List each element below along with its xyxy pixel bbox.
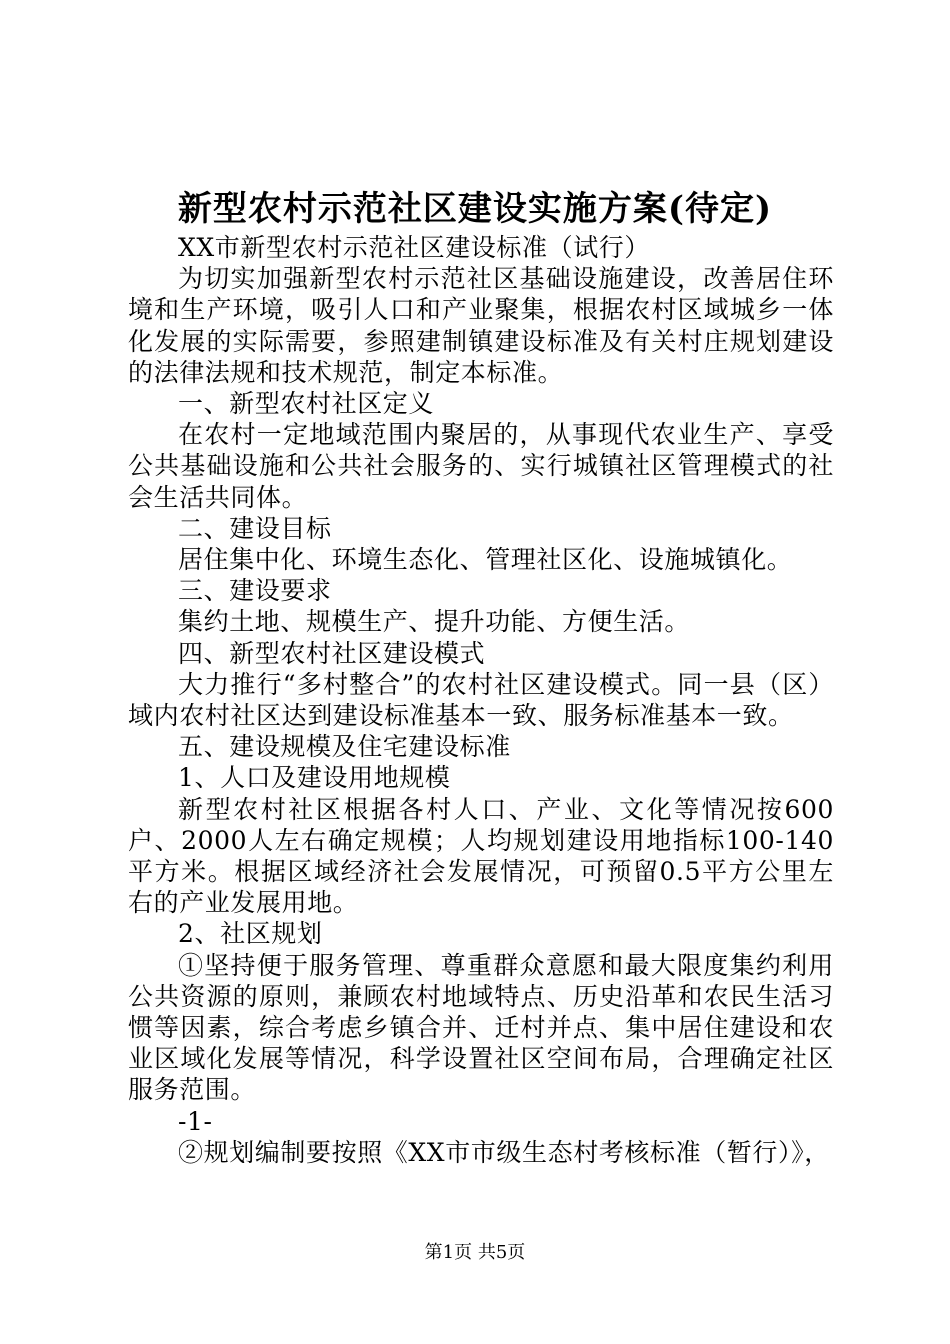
document-title: 新型农村示范社区建设实施方案(待定)	[177, 189, 773, 229]
subsection-paragraph-2: ①坚持便于服务管理、尊重群众意愿和最大限度集约利用公共资源的原则，兼顾农村地域特点、历史沿革和农民生活习惯等因素，综合考虑乡镇合并、迁村并点、集中居住建设和农业区域化发展等情况，科学设置社区空间布局，合理确定社区服务范围。	[128, 950, 834, 1105]
subsection-paragraph-3: ②规划编制要按照《XX市市级生态村考核标准（暂行）》，	[178, 1137, 830, 1167]
standard-heading: XX市新型农村示范社区建设标准（试行）	[178, 233, 650, 262]
inline-page-marker: -1-	[178, 1106, 213, 1136]
section-heading-5: 五、建设规模及住宅建设标准	[178, 732, 511, 762]
section-paragraph-1: 在农村一定地域范围内聚居的，从事现代农业生产、享受公共基础设施和公共社会服务的、实行城镇社区管理模式的社会生活共同体。	[128, 420, 834, 512]
subsection-paragraph-1: 新型农村社区根据各村人口、产业、文化等情况按600户、2000人左右确定规模；人均规划建设用地指标100-140平方米。根据区域经济社会发展情况，可预留0.5平方公里左右的产业发展用地。	[128, 794, 834, 918]
section-heading-2: 二、建设目标	[178, 513, 332, 543]
section-paragraph-2: 居住集中化、环境生态化、管理社区化、设施城镇化。	[178, 545, 793, 575]
subsection-heading-1: 1、人口及建设用地规模	[178, 763, 451, 793]
section-paragraph-4: 大力推行“多村整合”的农村社区建设模式。同一县（区）域内农村社区达到建设标准基本一致、服务标准基本一致。	[128, 669, 834, 731]
intro-paragraph: 为切实加强新型农村示范社区基础设施建设，改善居住环境和生产环境，吸引人口和产业聚集，根据农村区域城乡一体化发展的实际需要，参照建制镇建设标准及有关村庄规划建设的法律法规和技术规范，制定本标准。	[128, 264, 834, 387]
section-paragraph-3: 集约土地、规模生产、提升功能、方便生活。	[178, 607, 691, 637]
section-heading-3: 三、建设要求	[178, 576, 332, 606]
section-heading-1: 一、新型农村社区定义	[178, 389, 435, 419]
subsection-heading-2: 2、社区规划	[178, 919, 323, 949]
document-body	[128, 232, 834, 1168]
page-footer: 第1页 共5页	[424, 1242, 526, 1263]
section-heading-4: 四、新型农村社区建设模式	[178, 638, 486, 668]
